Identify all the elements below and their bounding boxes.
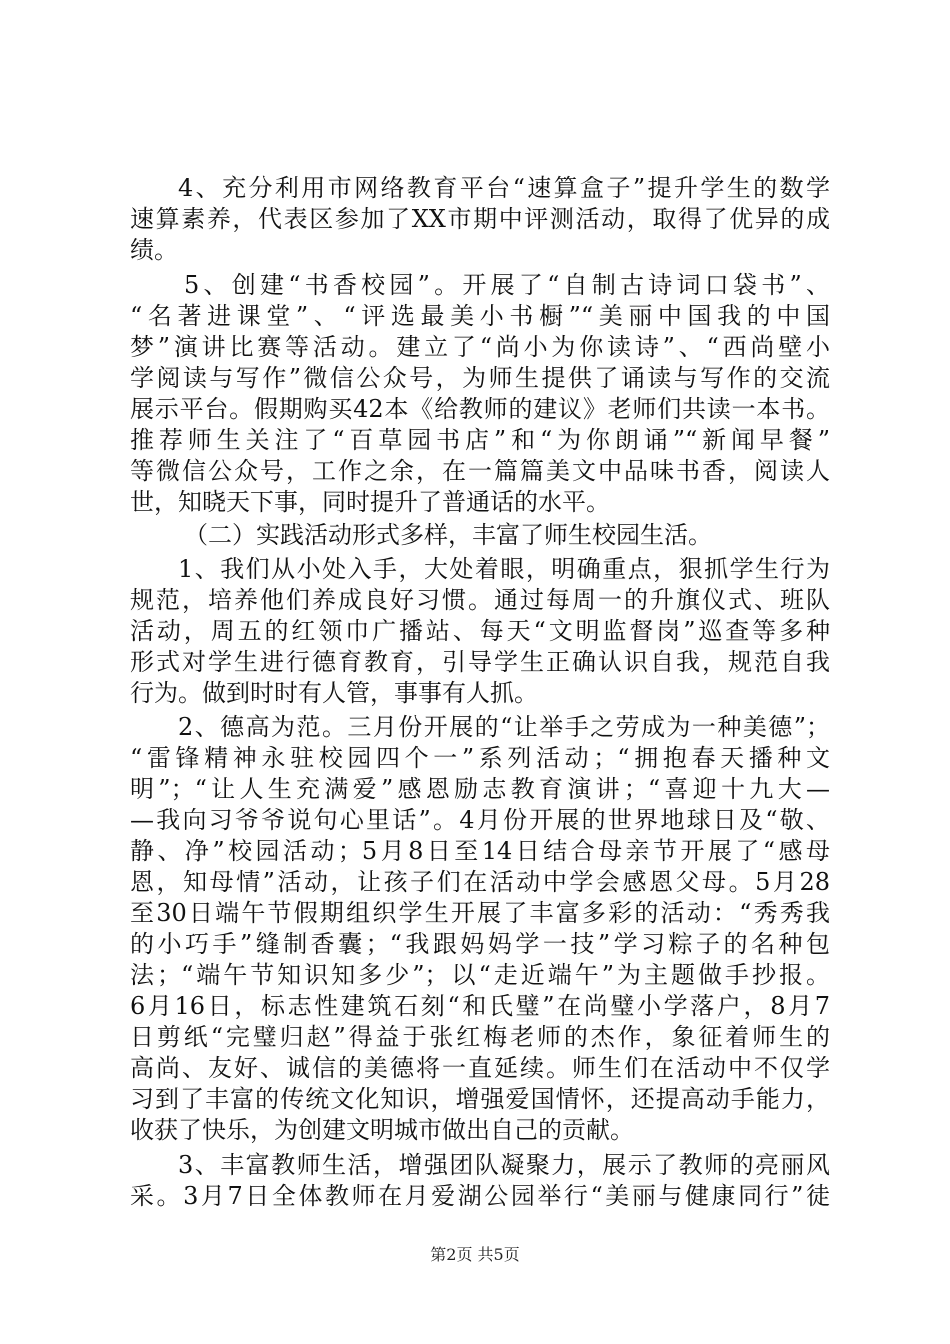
text-line: “名著进课堂”、“评选最美小书橱”“美丽中国我的中国 <box>130 302 830 330</box>
text-line: 形式对学生进行德育教育，引导学生正确认识自我，规范自我 <box>130 648 830 676</box>
text-line: 等微信公众号，工作之余，在一篇篇美文中品味书香，阅读人 <box>130 457 830 485</box>
text-line: 静、净”校园活动；5月8日至14日结合母亲节开展了“感母 <box>130 837 830 865</box>
text-line: 4、充分利用市网络教育平台“速算盒子”提升学生的数学 <box>178 174 830 202</box>
text-line: 高尚、友好、诚信的美德将一直延续。师生们在活动中不仅学 <box>130 1054 830 1082</box>
document-body <box>130 173 830 1212</box>
text-line: 2、德高为范。三月份开展的“让举手之劳成为一种美德”； <box>178 713 830 741</box>
text-line: 速算素养，代表区参加了XX市期中评测活动，取得了优异的成 <box>130 205 830 233</box>
text-line: 行为。做到时时有人管，事事有人抓。 <box>130 679 538 707</box>
text-line: 规范，培养他们养成良好习惯。通过每周一的升旗仪式、班队 <box>130 586 830 614</box>
text-line: 明”；“让人生充满爱”感恩励志教育演讲；“喜迎十九大— <box>130 775 830 803</box>
text-line: 推荐师生关注了“百草园书店”和“为你朗诵”“新闻早餐” <box>130 426 830 454</box>
text-line: 世，知晓天下事，同时提升了普通话的水平。 <box>130 488 610 516</box>
text-line: 的小巧手”缝制香囊；“我跟妈妈学一技”学习粽子的名种包 <box>130 930 830 958</box>
text-line: 至30日端午节假期组织学生开展了丰富多彩的活动：“秀秀我 <box>130 899 830 927</box>
text-line: 5、创建“书香校园”。开展了“自制古诗词口袋书”、 <box>184 271 830 299</box>
text-line: “雷锋精神永驻校园四个一”系列活动；“拥抱春天播种文 <box>130 744 830 772</box>
text-line: 6月16日，标志性建筑石刻“和氏璧”在尚璧小学落户，8月7 <box>130 992 830 1020</box>
text-line: 活动，周五的红领巾广播站、每天“文明监督岗”巡查等多种 <box>130 617 830 645</box>
text-line: —我向习爷爷说句心里话”。4月份开展的世界地球日及“敬、 <box>130 806 830 834</box>
text-line: 收获了快乐，为创建文明城市做出自己的贡献。 <box>130 1116 634 1144</box>
text-line: 1、我们从小处入手，大处着眼，明确重点，狠抓学生行为 <box>178 555 830 583</box>
text-line: 采。3月7日全体教师在月爱湖公园举行“美丽与健康同行”徒 <box>130 1182 830 1210</box>
page-number-footer: 第2页 共5页 <box>430 1245 520 1264</box>
text-line: 展示平台。假期购买42本《给教师的建议》老师们共读一本书。 <box>130 395 830 423</box>
text-line: 法；“端午节知识知多少”；以“走近端午”为主题做手抄报。 <box>130 961 830 989</box>
text-line: 习到了丰富的传统文化知识，增强爱国情怀，还提高动手能力， <box>130 1085 830 1113</box>
text-line: 恩，知母情”活动，让孩子们在活动中学会感恩父母。5月28 <box>130 868 830 896</box>
text-line: 梦”演讲比赛等活动。建立了“尚小为你读诗”、“西尚壁小 <box>130 333 830 361</box>
text-line: （二）实践活动形式多样，丰富了师生校园生活。 <box>184 521 712 549</box>
text-line: 绩。 <box>130 236 178 264</box>
text-line: 日剪纸“完璧归赵”得益于张红梅老师的杰作，象征着师生的 <box>130 1023 830 1051</box>
text-line: 学阅读与写作”微信公众号，为师生提供了诵读与写作的交流 <box>130 364 830 392</box>
text-line: 3、丰富教师生活，增强团队凝聚力，展示了教师的亮丽风 <box>178 1151 830 1179</box>
